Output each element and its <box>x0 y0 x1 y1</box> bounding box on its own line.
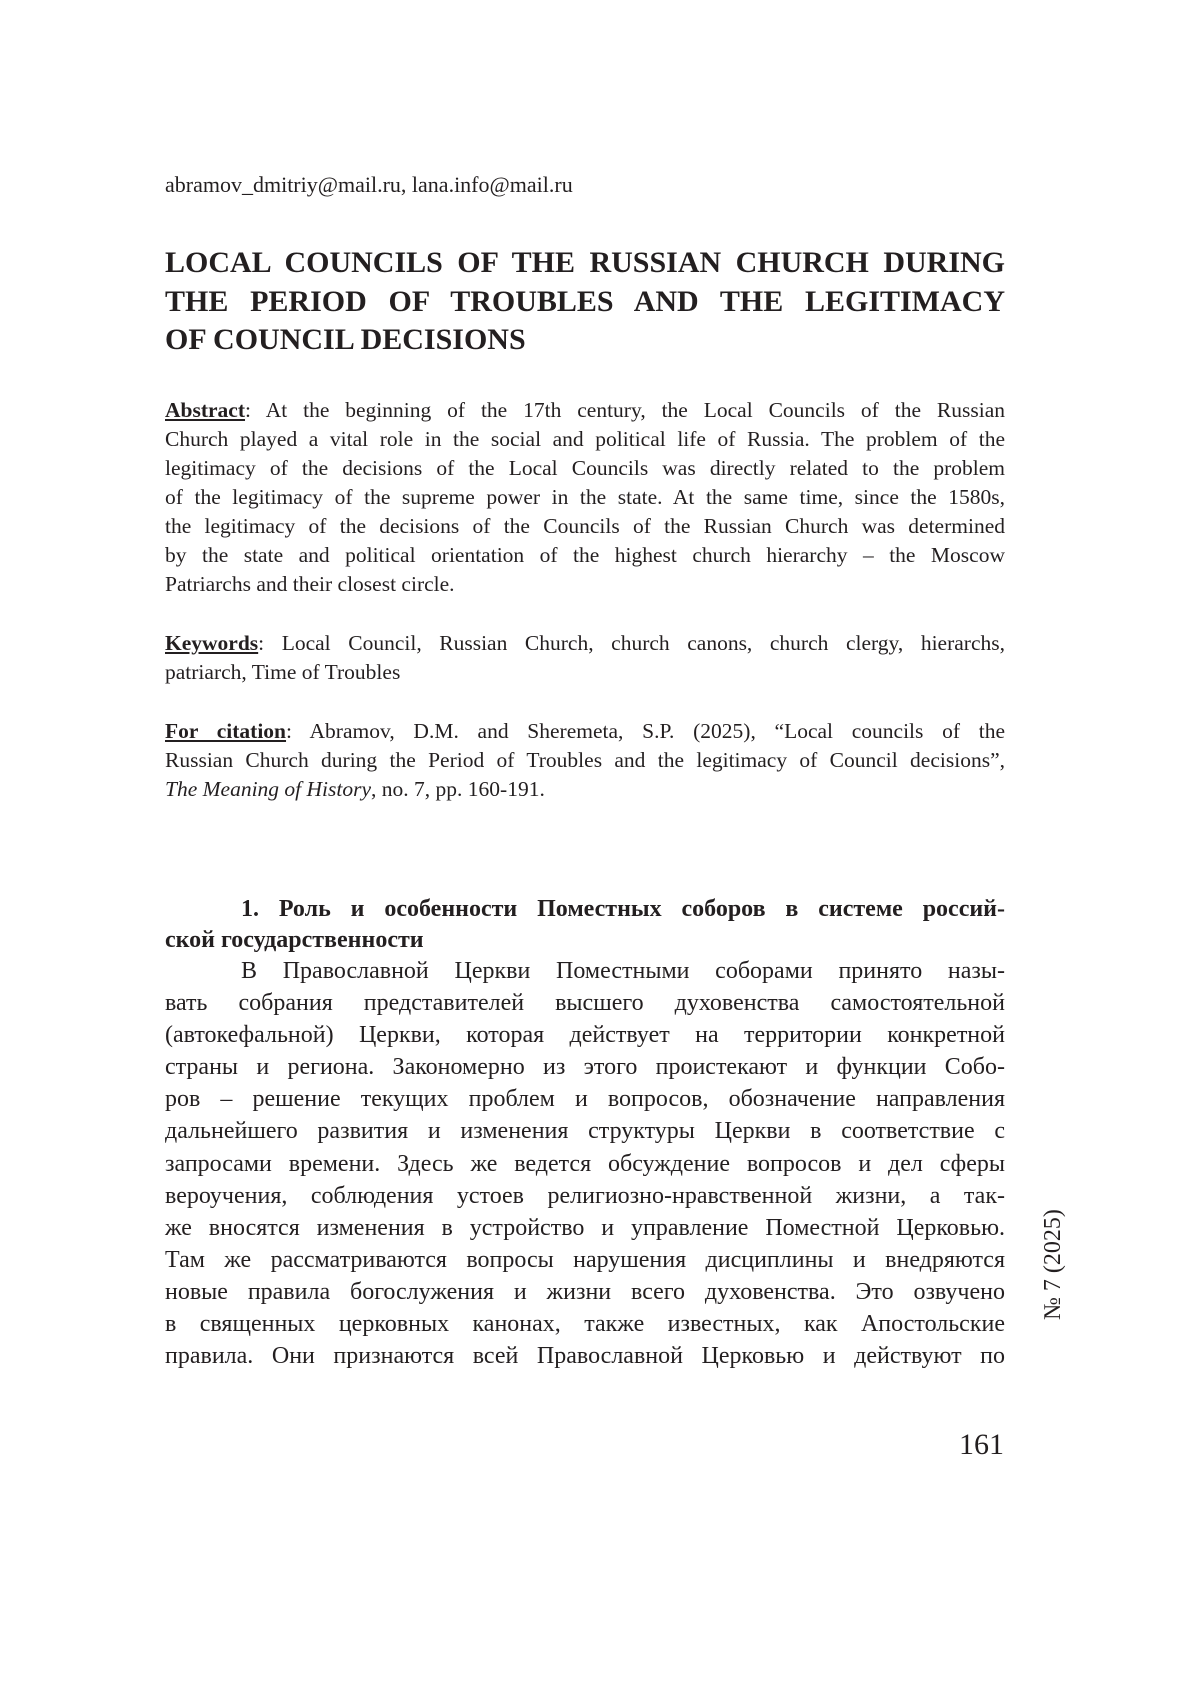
body-line: ров – решение текущих проблем и вопросов, обозначение направления <box>165 1083 1005 1115</box>
body-line: Там же рассматриваются вопросы нарушения дисциплины и внедряются <box>165 1244 1005 1276</box>
title-line: LOCAL COUNCILS OF THE RUSSIAN CHURCH DURING <box>165 244 1005 283</box>
citation-label: For citation <box>165 719 286 743</box>
keywords-line: : Local Council, Russian Church, church canons, church clergy, hierarchs, <box>258 631 1005 655</box>
body-text <box>165 955 1005 1372</box>
abstract-line: the legitimacy of the decisions of the Councils of the Russian Church was determined <box>165 512 1005 541</box>
abstract-line: : At the beginning of the 17th century, the Local Councils of the Russian <box>245 398 1005 422</box>
issue-side-label: № 7 (2025) <box>1040 1209 1067 1320</box>
abstract-line: Church played a vital role in the social and political life of Russia. The problem of the <box>165 425 1005 454</box>
heading-line: 1. Роль и особенности Поместных соборов в системе россий- <box>165 894 1005 925</box>
page-number: 161 <box>959 1428 1004 1462</box>
body-line: В Православной Церкви Поместными соборами принято назы- <box>165 955 1005 987</box>
body-line: дальнейшего развития и изменения структуры Церкви в соответствие с <box>165 1115 1005 1147</box>
author-emails: abramov_dmitriy@mail.ru, lana.info@mail.ru <box>165 172 1005 198</box>
body-line: же вносятся изменения в устройство и управление Поместной Церковью. <box>165 1212 1005 1244</box>
citation-line: : Abramov, D.M. and Sheremeta, S.P. (2025), “Local councils of the <box>286 719 1005 743</box>
abstract-line: legitimacy of the decisions of the Local Councils was directly related to the problem <box>165 454 1005 483</box>
section-heading <box>165 894 1005 956</box>
abstract-line: Patriarchs and their closest circle. <box>165 570 1005 599</box>
body-line: страны и региона. Закономерно из этого проистекают и функции Собо- <box>165 1051 1005 1083</box>
body-line: (автокефальной) Церкви, которая действует на территории конкретной <box>165 1019 1005 1051</box>
body-line: правила. Они признаются всей Православной Церковью и действуют по <box>165 1340 1005 1372</box>
citation <box>165 717 1005 804</box>
abstract-line: by the state and political orientation of the highest church hierarchy – the Moscow <box>165 541 1005 570</box>
title-line: OF COUNCIL DECISIONS <box>165 321 1005 360</box>
citation-line: , no. 7, pp. 160-191. <box>371 777 545 801</box>
keywords-line: patriarch, Time of Troubles <box>165 658 1005 687</box>
abstract <box>165 396 1005 599</box>
body-line: вать собрания представителей высшего духовенства самостоятельной <box>165 987 1005 1019</box>
citation-line: Russian Church during the Period of Troubles and the legitimacy of Council decisions”, <box>165 746 1005 775</box>
title-line: THE PERIOD OF TROUBLES AND THE LEGITIMACY <box>165 283 1005 322</box>
journal-name: The Meaning of History <box>165 777 371 801</box>
keywords <box>165 629 1005 687</box>
abstract-line: of the legitimacy of the supreme power in the state. At the same time, since the 1580s, <box>165 483 1005 512</box>
abstract-label: Abstract <box>165 398 245 422</box>
body-line: в священных церковных канонах, также известных, как Апостольские <box>165 1308 1005 1340</box>
body-line: новые правила богослужения и жизни всего духовенства. Это озвучено <box>165 1276 1005 1308</box>
article-title <box>165 244 1005 360</box>
body-line: запросами времени. Здесь же ведется обсуждение вопросов и дел сферы <box>165 1148 1005 1180</box>
keywords-label: Keywords <box>165 631 258 655</box>
heading-line: ской государственности <box>165 925 1005 956</box>
body-line: вероучения, соблюдения устоев религиозно-нравственной жизни, а так- <box>165 1180 1005 1212</box>
